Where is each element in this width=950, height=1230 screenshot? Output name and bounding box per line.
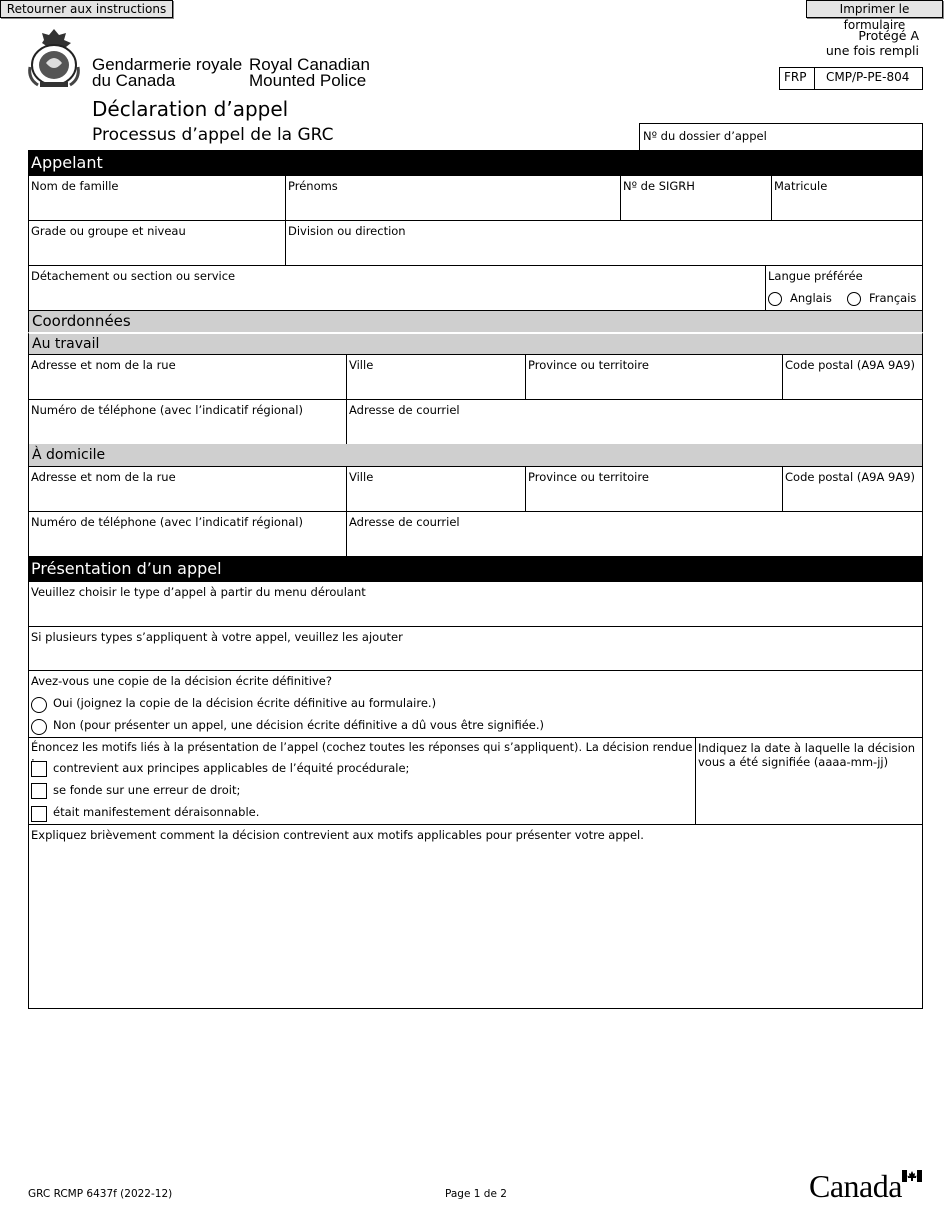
home-postal-field[interactable]: Code postal (A9A 9A9) [782,466,923,512]
home-phone-field[interactable]: Numéro de téléphone (avec l’indicatif régional) [28,511,347,557]
work-postal-field[interactable]: Code postal (A9A 9A9) [782,354,923,400]
page-subtitle: Processus d’appel de la GRC [92,125,334,145]
subsection-home: À domicile [28,444,923,466]
appeal-file-number-field[interactable]: Nº du dossier d’appel [639,123,923,151]
protection-level: Protégé A une fois rempli [825,28,919,58]
work-city-field[interactable]: Ville [346,354,526,400]
explanation-textarea[interactable]: Expliquez brièvement comment la décision contrevient aux motifs applicables pour présenter votre appel. [28,824,923,1009]
ground-procedural-fairness-label: contrevient aux principes applicables de l’équité procédurale; [53,761,410,775]
grounds-group: Énoncez les motifs liés à la présentation de l’appel (cochez toutes les réponses qui s’appliquent). La décision rendue [28,737,696,825]
preferred-language-group: Langue préférée [765,265,923,311]
canada-wordmark: Canada [809,1168,902,1204]
page-number: Page 1 de 2 [445,1188,507,1200]
section-appellant: Appelant [28,150,923,176]
agency-name-en: Royal Canadian Mounted Police [249,55,370,90]
copy-no-radio[interactable] [31,719,47,735]
copy-no-label: Non (pour présenter un appel, une décision écrite définitive a dû vous être signifiée.) [53,718,545,732]
work-street-field[interactable]: Adresse et nom de la rue [28,354,347,400]
last-name-field[interactable]: Nom de famille [28,176,286,221]
home-email-field[interactable]: Adresse de courriel [346,511,923,557]
back-to-instructions-button[interactable]: Retourner aux instructions [0,0,173,18]
work-province-field[interactable]: Province ou territoire [525,354,783,400]
regimental-number-field[interactable]: Matricule [771,176,923,221]
rank-field[interactable]: Grade ou groupe et niveau [28,220,286,266]
copy-yes-radio[interactable] [31,697,47,713]
lang-french-label: Français [869,291,917,305]
rcmp-crest-icon [26,27,82,89]
home-province-field[interactable]: Province ou territoire [525,466,783,512]
print-form-button[interactable]: Imprimer le formulaire [806,0,943,18]
home-street-field[interactable]: Adresse et nom de la rue [28,466,347,512]
section-appeal: Présentation d’un appel [28,556,923,582]
home-city-field[interactable]: Ville [346,466,526,512]
first-names-field[interactable]: Prénoms [285,176,621,221]
ground-procedural-fairness-checkbox[interactable] [31,761,47,777]
appeal-type-dropdown[interactable]: Veuillez choisir le type d’appel à partir du menu déroulant [28,582,923,627]
agency-name-fr: Gendarmerie royale du Canada [92,55,243,90]
work-phone-field[interactable]: Numéro de téléphone (avec l’indicatif régional) [28,399,347,444]
ground-error-of-law-checkbox[interactable] [31,783,47,799]
lang-french-radio[interactable] [847,292,861,306]
section-contact: Coordonnées [28,310,923,332]
division-field[interactable]: Division ou direction [285,220,923,266]
ground-error-of-law-label: se fonde sur une erreur de droit; [53,783,241,797]
decision-date-field[interactable]: Indiquez la date à laquelle la décision vous a été signifiée (aaaa-mm-jj) [695,737,923,825]
form-number: GRC RCMP 6437f (2022-12) [28,1188,173,1200]
ground-unreasonable-checkbox[interactable] [31,806,47,822]
work-email-field[interactable]: Adresse de courriel [346,399,923,444]
detachment-field[interactable]: Détachement ou section ou service [28,265,766,311]
subsection-work: Au travail [28,332,923,354]
ground-unreasonable-label: était manifestement déraisonnable. [53,805,260,819]
page-title: Déclaration d’appel [92,97,289,121]
decision-copy-group: Avez-vous une copie de la décision écrite définitive? [28,670,923,738]
frp-box: FRP CMP/P-PE-804 [779,67,923,90]
copy-yes-label: Oui (joignez la copie de la décision écrite définitive au formulaire.) [53,696,437,710]
lang-english-label: Anglais [790,291,832,305]
hrms-number-field[interactable]: Nº de SIGRH [620,176,772,221]
additional-appeal-types-field[interactable]: Si plusieurs types s’appliquent à votre appel, veuillez les ajouter [28,626,923,671]
lang-english-radio[interactable] [768,292,782,306]
canada-flag-icon [902,1170,922,1182]
